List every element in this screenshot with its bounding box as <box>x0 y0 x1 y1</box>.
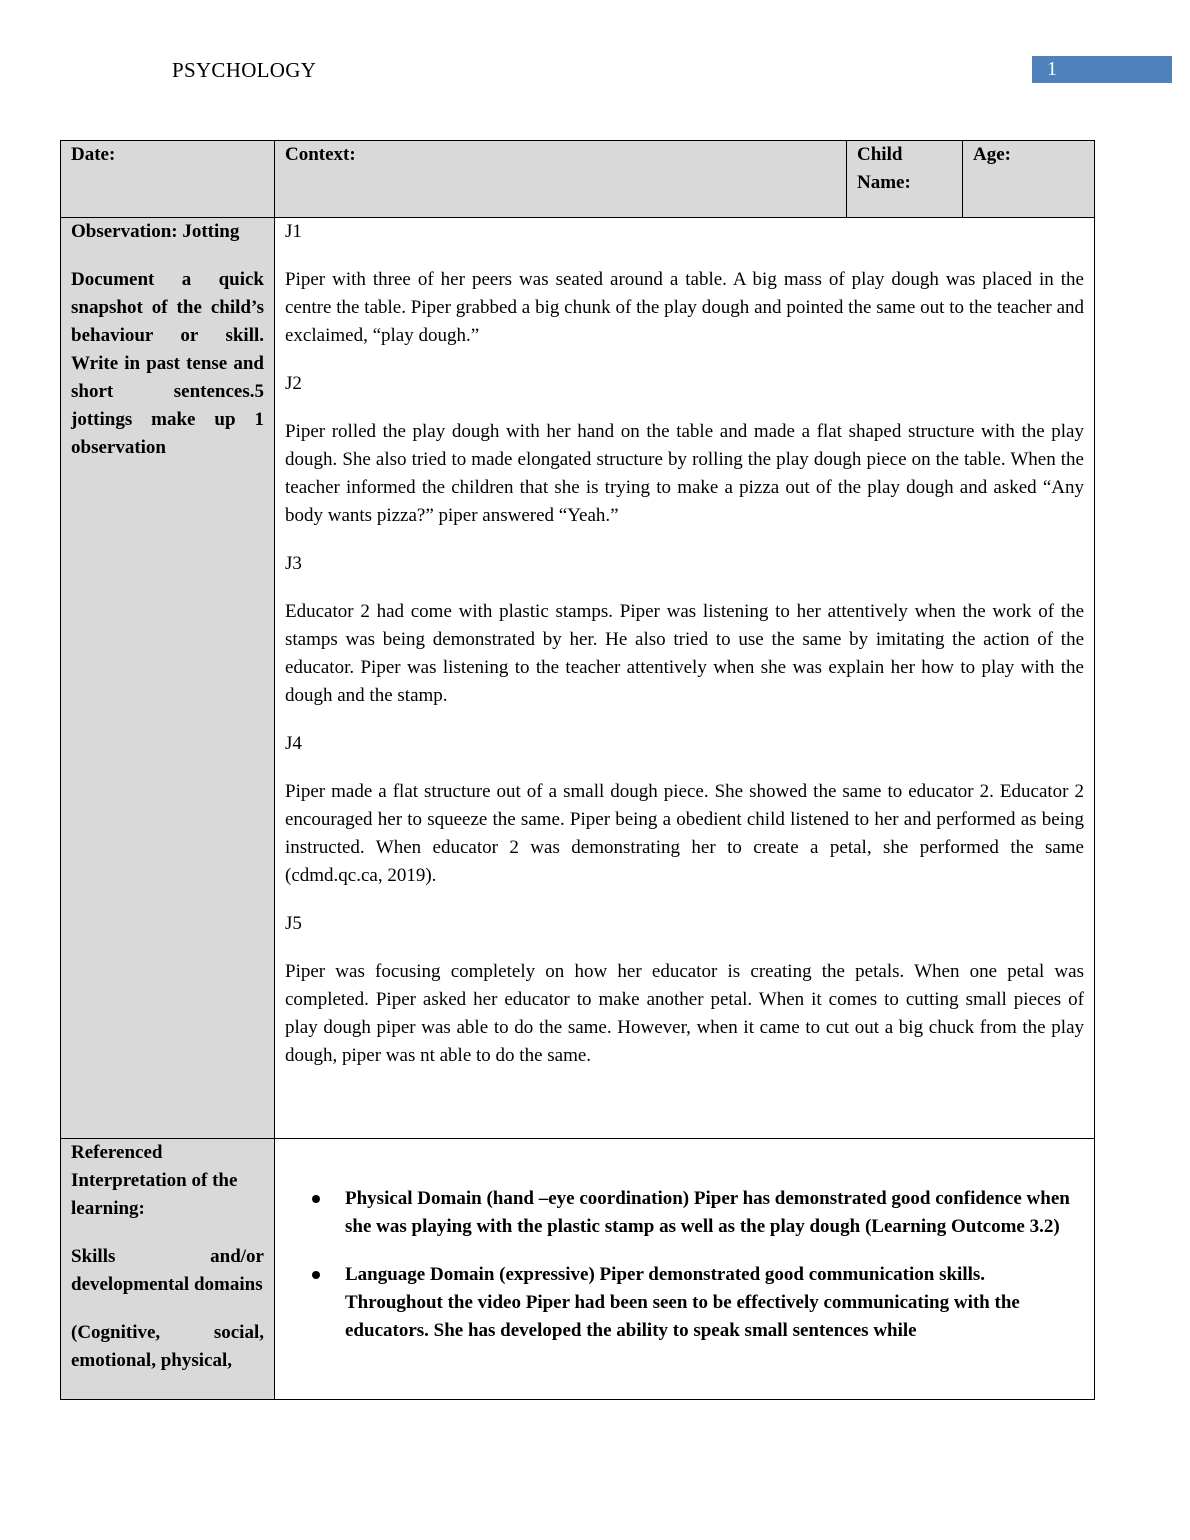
interpretation-content-cell <box>275 1139 1095 1400</box>
domains-label: (Cognitive, social, emotional, physical, <box>71 1322 264 1371</box>
jotting-text: Piper rolled the play dough with her hand on the table and made a flat shaped structure with the play dough. She also tried to made elongated structure by rolling the play dough piece on the table. When the teacher informed the children that she is trying to make a pizza out of the play dough and asked “Any body wants pizza?” piper answered “Yeah.” <box>285 421 1084 526</box>
jotting-id: J5 <box>285 913 302 934</box>
date-cell: Date: <box>61 141 275 218</box>
domain-bullet: Language Domain (expressive) Piper demonstrated good communication skills. Throughout the video Piper had been seen to be effectively communicating with the educators. She has developed the ability to speak small sentences while <box>345 1261 1084 1345</box>
table-header-row <box>61 141 1095 218</box>
age-cell: Age: <box>963 141 1095 218</box>
observation-row <box>61 218 1095 1139</box>
jotting-id: J1 <box>285 221 302 242</box>
interpretation-label-cell <box>61 1139 275 1400</box>
running-header: PSYCHOLOGY <box>172 58 317 82</box>
interpretation-row <box>61 1139 1095 1400</box>
jotting-text: Piper with three of her peers was seated around a table. A big mass of play dough was placed in the centre the table. Piper grabbed a big chunk of the play dough and pointed the same out to the teacher and exclaimed, “play dough.” <box>285 269 1084 346</box>
observation-label: Observation: Jotting <box>71 221 240 242</box>
jotting-id: J2 <box>285 373 302 394</box>
jotting-text: Piper made a flat structure out of a small dough piece. She showed the same to educator 2. Educator 2 encouraged her to squeeze the same. Piper being a obedient child listened to her and performed as being instructed. When educator 2 was demonstrating her to create a petal, she performed the same (cdmd.qc.ca, 2019). <box>285 781 1084 886</box>
jotting-id: J4 <box>285 733 302 754</box>
observation-instructions: Document a quick snapshot of the child’s behaviour or skill. Write in past tense and short sentences.5 jottings make up 1 observation <box>71 269 264 458</box>
jotting-text: Educator 2 had come with plastic stamps. Piper was listening to her attentively when the work of the stamps was being demonstrated by her. He also tried to use the same by imitating the action of the educator. Piper was listening to the teacher attentively when she was explain her how to play with the dough and the stamp. <box>285 601 1084 706</box>
observation-label-cell <box>61 218 275 1139</box>
jotting-text: Piper was focusing completely on how her educator is creating the petals. When one petal was completed. Piper asked her educator to make another petal. When it comes to cutting small pieces of play dough piper was able to do the same. However, when it came to cut out a big chuck from the play dough, piper was nt able to do the same. <box>285 961 1084 1066</box>
context-cell: Context: <box>275 141 847 218</box>
page-number-badge: 1 <box>1032 56 1172 83</box>
observation-table <box>60 140 1095 1400</box>
skills-label: Skills and/or developmental domains <box>71 1246 264 1295</box>
domain-list <box>285 1185 1084 1345</box>
jottings-cell <box>275 218 1095 1139</box>
child-name-cell: Child Name: <box>847 141 963 218</box>
domain-bullet: Physical Domain (hand –eye coordination) Piper has demonstrated good confidence when she was playing with the plastic stamp as well as the play dough (Learning Outcome 3.2) <box>345 1185 1084 1241</box>
jotting-id: J3 <box>285 553 302 574</box>
interpretation-label: Referenced Interpretation of the learning: <box>71 1142 238 1219</box>
